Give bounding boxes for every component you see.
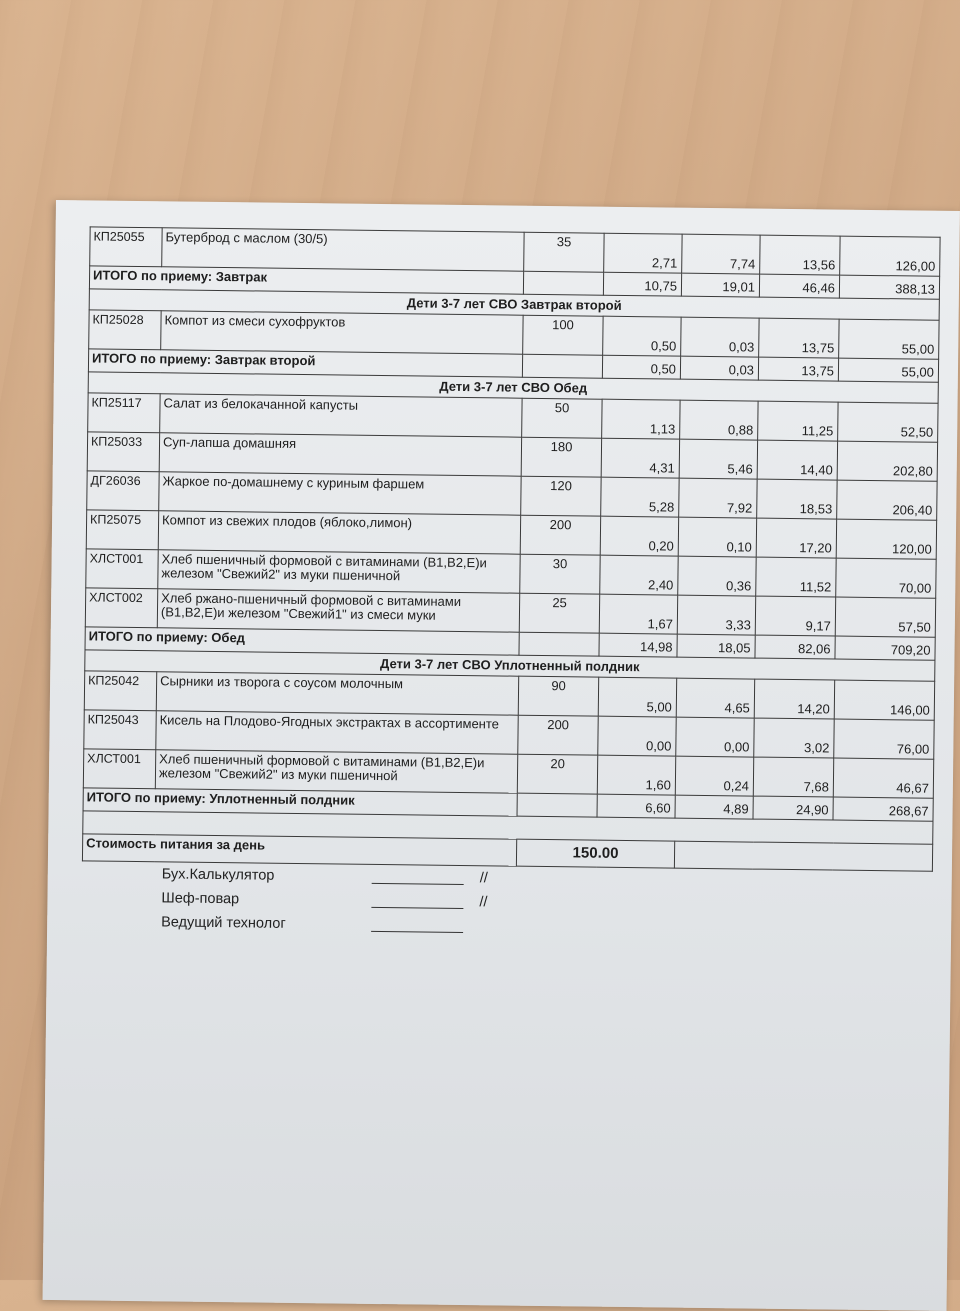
dish-value-1: 1,67 <box>599 594 677 634</box>
dish-value-3: 7,68 <box>753 757 833 797</box>
dish-code: ХЛСТ002 <box>85 588 157 628</box>
total-value-2: 19,01 <box>681 273 759 297</box>
dish-value-4: 70,00 <box>836 558 936 598</box>
total-label: ИТОГО по приему: Уплотненный полдник <box>83 788 517 816</box>
dish-value-3: 14,20 <box>754 679 834 719</box>
dish-value-3: 13,75 <box>759 318 839 358</box>
total-value-2: 0,03 <box>680 356 758 380</box>
dish-weight: 30 <box>520 554 600 594</box>
dish-name: Жаркое по-домашнему с куриным фаршем <box>159 472 521 515</box>
dish-value-1: 5,00 <box>598 677 676 717</box>
section-title: Дети 3-7 лет СВО Уплотненный полдник <box>85 650 935 681</box>
dish-value-1: 0,00 <box>598 716 676 756</box>
total-value-3: 13,75 <box>758 357 838 381</box>
dish-name: Компот из смеси сухофруктов <box>161 311 523 354</box>
section-title: Дети 3-7 лет СВО Завтрак второй <box>89 289 939 320</box>
dish-code: КП25028 <box>89 310 161 350</box>
dish-weight: 200 <box>518 715 598 755</box>
dish-value-2: 7,92 <box>679 478 757 518</box>
signature-underline <box>372 883 464 885</box>
menu-table-body <box>82 227 940 871</box>
dish-value-2: 0,24 <box>675 756 753 796</box>
dish-weight: 50 <box>522 398 602 438</box>
dish-name: Кисель на Плодово-Ягодных экстрактах в ассортименте <box>156 711 518 754</box>
total-value-1: 14,98 <box>599 633 677 657</box>
total-label: ИТОГО по приему: Завтрак второй <box>88 349 522 377</box>
dish-value-3: 9,17 <box>755 596 835 636</box>
dish-value-3: 14,40 <box>757 440 837 480</box>
dish-value-4: 76,00 <box>834 719 934 759</box>
signature-underline <box>371 907 463 909</box>
dish-value-2: 3,33 <box>677 595 755 635</box>
signature-underline <box>371 931 463 933</box>
total-value-1: 10,75 <box>603 272 681 296</box>
dish-value-4: 57,50 <box>835 597 935 637</box>
dish-value-2: 0,03 <box>681 317 759 357</box>
signature-role: Ведущий технолог <box>161 914 286 932</box>
dish-value-1: 1,13 <box>602 399 680 439</box>
dish-name: Хлеб пшеничный формовой с витаминами (B1,B2,E)и железом "Свежий2" из муки пшеничной <box>155 750 517 793</box>
dish-code: КП25117 <box>88 393 160 433</box>
total-label: ИТОГО по приему: Обед <box>85 627 519 655</box>
dish-value-4: 206,40 <box>837 480 937 520</box>
dish-value-2: 5,46 <box>679 439 757 479</box>
dish-value-4: 52,50 <box>838 402 938 442</box>
dish-code: КП25075 <box>86 510 158 550</box>
dish-value-4: 120,00 <box>836 519 936 559</box>
dish-value-4: 46,67 <box>833 758 933 798</box>
signature-role: Шеф-повар <box>161 890 240 908</box>
dish-value-3: 17,20 <box>756 518 836 558</box>
total-weight-cell <box>523 271 603 295</box>
dish-value-2: 0,36 <box>678 556 756 596</box>
menu-document <box>82 226 940 932</box>
dish-value-1: 4,31 <box>601 438 679 478</box>
total-value-3: 24,90 <box>753 796 833 820</box>
dish-value-1: 5,28 <box>601 477 679 517</box>
paper-sheet <box>43 200 960 1311</box>
dish-name: Суп-лапша домашняя <box>159 433 521 476</box>
dish-value-2: 0,88 <box>680 400 758 440</box>
dish-value-2: 4,65 <box>676 678 754 718</box>
dish-value-4: 146,00 <box>834 680 934 720</box>
dish-code: ДГ26036 <box>87 471 159 511</box>
day-cost-value: 150.00 <box>516 839 674 868</box>
dish-weight: 20 <box>517 754 597 794</box>
total-value-4: 55,00 <box>838 358 938 382</box>
dish-code: ХЛСТ001 <box>86 549 158 589</box>
dish-weight: 180 <box>521 437 601 477</box>
day-cost-empty <box>674 841 932 871</box>
dish-code: ХЛСТ001 <box>83 749 155 789</box>
total-value-4: 268,67 <box>833 797 933 821</box>
total-weight-cell <box>519 632 599 656</box>
dish-name: Сырники из творога с соусом молочным <box>156 672 518 715</box>
total-value-2: 18,05 <box>677 634 755 658</box>
signature-role: Бух.Калькулятор <box>161 866 275 884</box>
total-value-3: 82,06 <box>755 635 835 659</box>
dish-value-2: 0,10 <box>678 517 756 557</box>
dish-weight: 25 <box>519 593 599 633</box>
dish-value-2: 0,00 <box>676 717 754 757</box>
dish-value-4: 126,00 <box>840 236 940 276</box>
dish-weight: 90 <box>518 676 598 716</box>
dish-value-1: 2,71 <box>604 233 682 273</box>
date-slashes: // <box>479 870 488 887</box>
dish-value-1: 2,40 <box>600 555 678 595</box>
day-cost-label: Стоимость питания за день <box>82 834 516 866</box>
date-slashes: // <box>479 894 488 911</box>
dish-weight: 120 <box>521 476 601 516</box>
dish-name: Хлеб ржано-пшеничный формовой с витаминами (B1,B2,E)и железом "Свежий1" из смеси муки <box>157 589 519 632</box>
dish-value-1: 0,50 <box>603 316 681 356</box>
dish-value-4: 55,00 <box>839 319 939 359</box>
dish-code: КП25042 <box>84 671 156 711</box>
dish-value-1: 1,60 <box>597 755 675 795</box>
dish-value-2: 7,74 <box>682 234 760 274</box>
dish-weight: 35 <box>524 232 604 272</box>
dish-value-3: 13,56 <box>760 235 840 275</box>
total-weight-cell <box>522 354 602 378</box>
total-value-3: 46,46 <box>759 274 839 298</box>
dish-value-3: 11,25 <box>758 401 838 441</box>
dish-value-1: 0,20 <box>600 516 678 556</box>
dish-weight: 100 <box>523 315 603 355</box>
total-value-4: 388,13 <box>839 275 939 299</box>
dish-value-3: 3,02 <box>754 718 834 758</box>
dish-code: КП25043 <box>84 710 156 750</box>
menu-table <box>82 226 941 871</box>
total-label: ИТОГО по приему: Завтрак <box>89 266 523 294</box>
dish-code: КП25033 <box>87 432 159 472</box>
dish-name: Салат из белокачанной капусты <box>160 394 522 437</box>
dish-weight: 200 <box>520 515 600 555</box>
total-weight-cell <box>517 793 597 817</box>
dish-value-4: 202,80 <box>837 441 937 481</box>
section-title: Дети 3-7 лет СВО Обед <box>88 372 938 403</box>
dish-value-3: 18,53 <box>757 479 837 519</box>
dish-code: КП25055 <box>90 227 162 267</box>
dish-value-3: 11,52 <box>756 557 836 597</box>
total-value-4: 709,20 <box>835 636 935 660</box>
signature-line <box>161 914 561 943</box>
signatures-block <box>161 866 562 943</box>
dish-name: Компот из свежих плодов (яблоко,лимон) <box>158 511 520 554</box>
dish-name: Бутерброд с маслом (30/5) <box>162 228 524 271</box>
total-value-1: 0,50 <box>602 355 680 379</box>
total-value-2: 4,89 <box>675 795 753 819</box>
total-value-1: 6,60 <box>597 794 675 818</box>
dish-name: Хлеб пшеничный формовой с витаминами (B1,B2,E)и железом "Свежий2" из муки пшеничной <box>158 550 520 593</box>
